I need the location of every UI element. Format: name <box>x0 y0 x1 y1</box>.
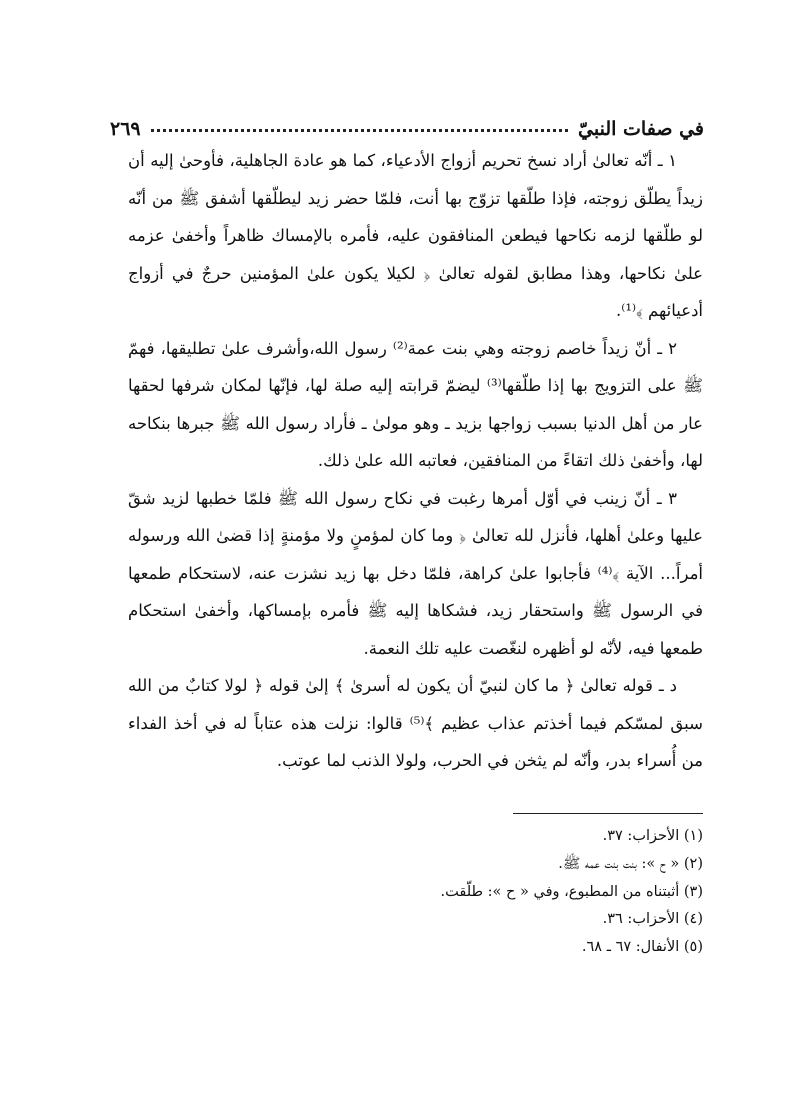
header-title: في صفات النبيّ <box>578 118 704 140</box>
paragraph-2: ٢ ـ أنّ زيداً خاصم زوجته وهي بنت عمة⁽²⁾ رسول الله،وأشرف علىٰ تطليقها، فهمّ ﷺ على التزويج بها إذا طلّقها⁽³⁾ ليضمّ قرابته إليه صلة لها، فإنّها لمكان شرفها لحقها عار من أهل الدنيا بسبب زواجها بزيد ـ وهو مولىٰ ـ فأراد رسول الله ﷺ جبرها بنكاحه لها، وأخفىٰ ذلك اتقاءً من المنافقين، فعاتبه الله علىٰ ذلك. <box>128 338 703 470</box>
header-dot-leader <box>151 129 568 132</box>
paragraph-4: د ـ قوله تعالىٰ ﴿ ما كان لنبيّ أن يكون له أسرىٰ ﴾ إلىٰ قوله ﴿ لولا كتابٌ من الله سبق لمسّكم فيما أخذتم عذاب عظيم ﴾⁽⁵⁾ قالوا: نزلت هذه عتاباً له في أخذ الفداء من أُسراء بدر، وأنّه لم يثخن في الحرب، ولولا الذنب لما عوتب. <box>128 676 703 770</box>
footnote-3: (٣) أثبتناه من المطبوع، وفي « ح »: طلّقت. <box>440 883 703 900</box>
footnote-2: (٢) « ح »: بنت بنت عمه ﷺ. <box>558 855 703 872</box>
footnote-1: (١) الأحزاب: ٣٧. <box>602 828 703 844</box>
footnote-5: (٥) الأنفال: ٦٧ ـ ٦٨. <box>581 939 703 956</box>
body-text <box>128 142 703 780</box>
footnote-4: (٤) الأحزاب: ٣٦. <box>602 911 703 928</box>
page-number: ٢٦٩ <box>110 118 141 140</box>
footnotes <box>300 823 703 962</box>
running-header <box>110 100 704 140</box>
paragraph-3: ٣ ـ أنّ زينب في أوّل أمرها رغبت في نكاح رسول الله ﷺ فلمّا خطبها لزيد شقّ عليها وعلىٰ أهلها، فأنزل لله تعالىٰ ﴿ وما كان لمؤمنٍ ولا مؤمنةٍ إذا قضىٰ الله ورسوله أمراً... الآية ﴾⁽⁴⁾ فأجابوا علىٰ كراهة، فلمّا دخل بها زيد نشزت عنه، لاستحكام طمعها في الرسول ﷺ واستحقار زيد، فشكاها إليه ﷺ فأمره بإمساكها، وأخفىٰ استحكام طمعها فيه، لأنّه لو أظهره لنغّصت عليه تلك النعمة. <box>128 488 704 658</box>
paragraph-1: ١ ـ أنّه تعالىٰ أراد نسخ تحريم أزواج الأدعياء، كما هو عادة الجاهلية، فأوحىٰ إليه أن زيداً يطلّق زوجته، فإذا طلّقها تزوّج بها أنت، فلمّا حضر زيد ليطلّقها أشفق ﷺ من أنّه لو طلّقها لزمه نكاحها فيطعن المنافقون عليه، فأمره بالإمساك ظاهراً وأخفىٰ عزمه علىٰ نكاحها، وهذا مطابق لقوله تعالىٰ ﴿ لكيلا يكون علىٰ المؤمنين حرجٌ في أزواج أدعيائهم ﴾⁽¹⁾. <box>128 151 703 320</box>
footnote-separator <box>513 813 703 814</box>
